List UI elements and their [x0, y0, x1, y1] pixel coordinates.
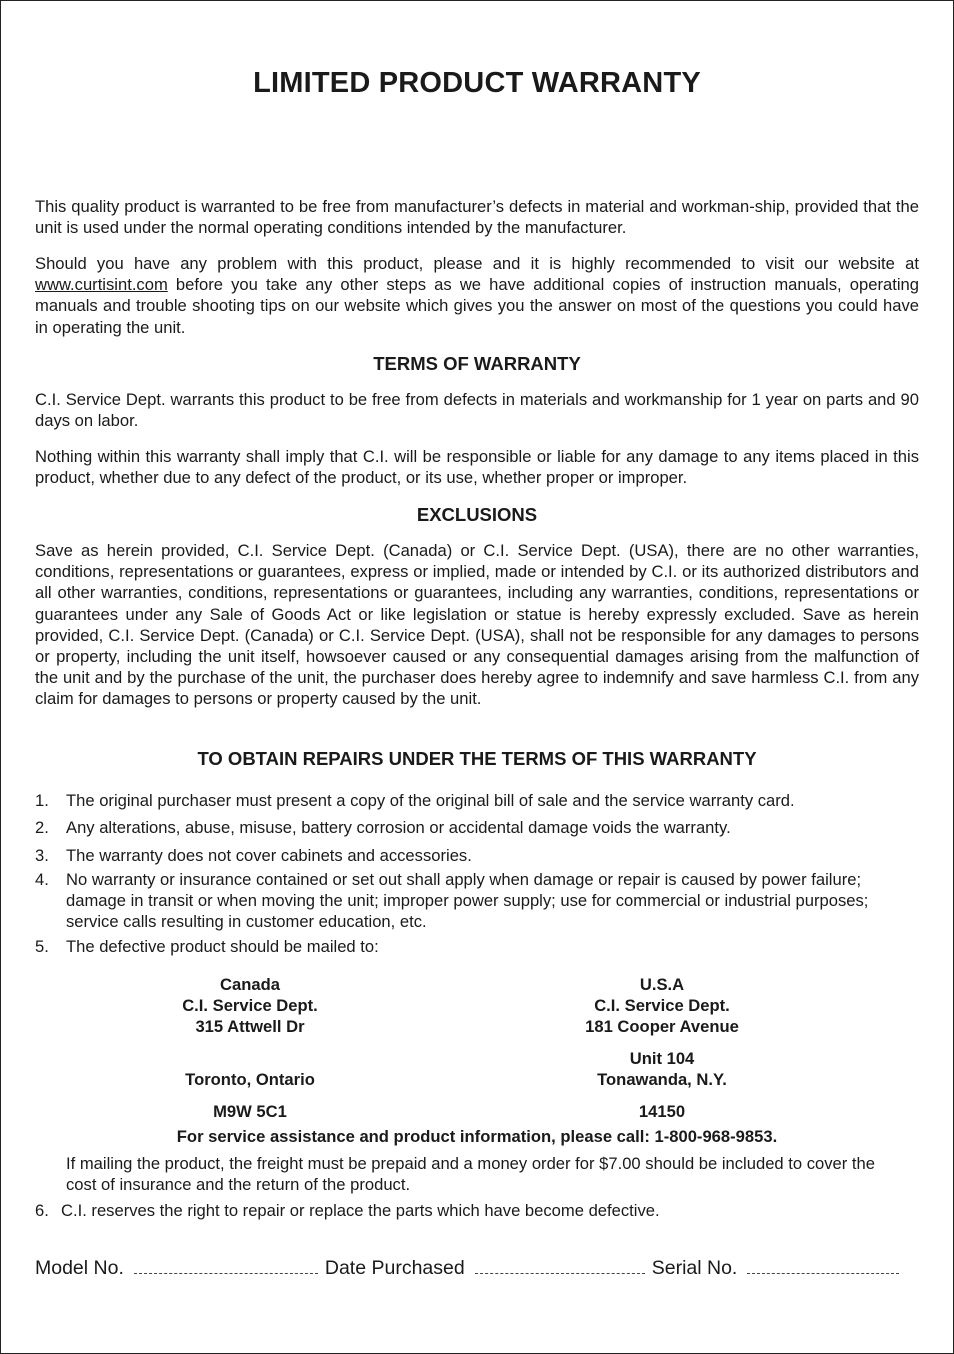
- list-number: 2.: [35, 818, 49, 837]
- list-text: Any alterations, abuse, misuse, battery corrosion or accidental damage voids the warranty.: [66, 818, 731, 837]
- list-item: [35, 936, 895, 957]
- mailing-note: If mailing the product, the freight must be prepaid and a money order for $7.00 should be included to cover the cost of insurance and the return of the product.: [66, 1154, 875, 1195]
- serial-field[interactable]: [747, 1259, 899, 1274]
- website-link[interactable]: www.curtisint.com: [35, 275, 168, 295]
- list-number: 5.: [35, 937, 49, 956]
- repairs-heading: TO OBTAIN REPAIRS UNDER THE TERMS OF THIS WARRANTY: [197, 748, 757, 769]
- list-text: The warranty does not cover cabinets and accessories.: [66, 846, 472, 865]
- list-number: 6.: [35, 1201, 49, 1220]
- exclusions-heading: EXCLUSIONS: [416, 504, 538, 525]
- address-city: Toronto, Ontario: [185, 1070, 315, 1089]
- date-label: Date Purchased: [324, 1257, 465, 1279]
- terms-paragraph-1: C.I. Service Dept. warrants this product to be free from defects in materials and workmanship for 1 year on parts and 90 days on labor.: [35, 390, 919, 431]
- terms-heading: TERMS OF WARRANTY: [373, 353, 581, 374]
- address-country: Canada: [220, 975, 280, 994]
- intro-paragraph-1: This quality product is warranted to be free from manufacturer’s defects in material and workman-ship, provided that the unit is used under the normal operating conditions intended by the manufacturer.: [35, 197, 919, 238]
- list-item: [35, 869, 895, 933]
- list-number: 3.: [35, 846, 49, 865]
- list-item: [35, 845, 895, 866]
- address-city: Tonawanda, N.Y.: [597, 1070, 727, 1089]
- product-info-form: [35, 1257, 915, 1280]
- intro-paragraph-2-end: before you take any other steps as we have additional copies of instruction manuals, operating manuals and trouble shooting tips on our website which gives you the answer on most of the questions you could have in operating the unit.: [35, 275, 919, 337]
- date-field[interactable]: [475, 1259, 645, 1274]
- list-item: [35, 1200, 895, 1221]
- list-text: The defective product should be mailed to:: [66, 937, 379, 956]
- model-label: Model No.: [35, 1257, 124, 1279]
- list-number: 4.: [35, 870, 49, 889]
- address-unit: Unit 104: [629, 1049, 695, 1068]
- address-name: C.I. Service Dept.: [182, 996, 318, 1015]
- address-street: 181 Cooper Avenue: [585, 1017, 739, 1036]
- list-text: The original purchaser must present a copy of the original bill of sale and the service warranty card.: [66, 791, 795, 810]
- address-postal: M9W 5C1: [213, 1102, 287, 1121]
- service-phone-line: For service assistance and product information, please call: 1-800-968-9853.: [176, 1127, 778, 1146]
- serial-label: Serial No.: [651, 1257, 738, 1279]
- model-field[interactable]: [134, 1259, 318, 1274]
- page-title: LIMITED PRODUCT WARRANTY: [253, 67, 701, 99]
- list-text: C.I. reserves the right to repair or replace the parts which have become defective.: [61, 1201, 660, 1220]
- list-number: 1.: [35, 791, 49, 810]
- address-country: U.S.A: [639, 975, 685, 994]
- address-street: 315 Attwell Dr: [195, 1017, 305, 1036]
- address-postal: 14150: [638, 1102, 686, 1121]
- list-item: [35, 817, 895, 838]
- intro-paragraph-2: [35, 253, 919, 338]
- intro-paragraph-2-start: Should you have any problem with this product, please and it is highly recommended to visit our website at: [35, 254, 919, 273]
- list-text: No warranty or insurance contained or set out shall apply when damage or repair is caused by power failure; damage in transit or when moving the unit; improper power supply; use for commercial or industrial purposes; service calls resulting in customer education, etc.: [66, 870, 869, 932]
- exclusions-paragraph: Save as herein provided, C.I. Service Dept. (Canada) or C.I. Service Dept. (USA), there are no other warranties, conditions, representations or guarantees, express or implied, made or intended by C.I. or its authorized distributors and all other warranties, conditions, representations or guarantees, including any warranties, conditions, representations or guarantees under any Sale of Goods Act or like legislation or statue is hereby expressly excluded. Save as herein provided, C.I. Service Dept. (Canada) or C.I. Service Dept. (USA), shall not be responsible for any damages to persons or property, including the unit itself, howsoever caused or any consequential damages arising from the malfunction of the unit and by the purchase of the unit, the purchaser does hereby agree to indemnify and save harmless C.I. from any claim for damages to persons or property caused by the unit.: [35, 541, 919, 709]
- address-name: C.I. Service Dept.: [594, 996, 730, 1015]
- terms-paragraph-2: Nothing within this warranty shall imply that C.I. will be responsible or liable for any damage to any items placed in this product, whether due to any defect of the product, or its use, whether proper or improper.: [35, 447, 919, 488]
- list-item: [35, 790, 895, 811]
